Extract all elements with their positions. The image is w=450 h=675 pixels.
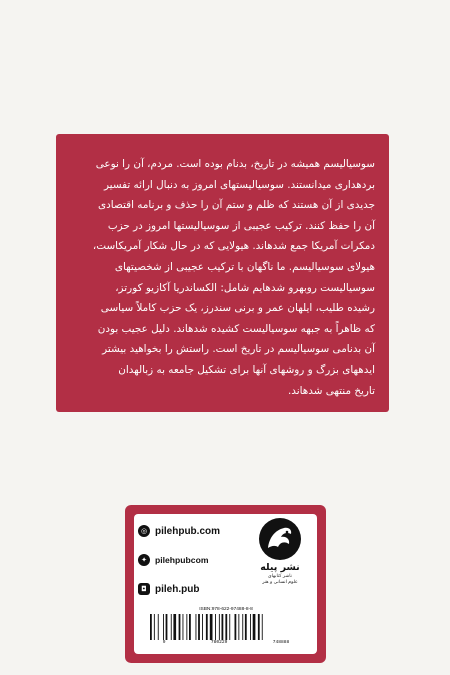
barcode-digit-first: 9 — [162, 640, 166, 645]
blurb-line: جدیدی از آن هستند که ظلم و ستم آن را حذف و برنامه اقتصادی — [98, 199, 375, 212]
barcode — [140, 607, 312, 651]
blurb-line: سوسیالیست روبهرو شدهایم شامل: الکساندریا آکازیو کورتز، — [115, 281, 375, 294]
instagram-handle: pileh.pub — [155, 583, 200, 595]
website-link[interactable] — [134, 520, 246, 542]
barcode-digits-right: 748888 — [272, 640, 290, 645]
twitter-link[interactable] — [134, 549, 246, 571]
blurb-line: سوسیالیسم همیشه در تاریخ، بدنام بوده است. مردم، آن را نوعی — [95, 158, 375, 170]
blurb-text — [70, 154, 375, 401]
twitter-handle: pilehpubcom — [155, 555, 209, 565]
blurb-line: دمکرات آمریکا جمع شدهاند. هیولایی که در حال شکار آمریکاست، — [92, 240, 375, 253]
publisher-card — [134, 514, 317, 654]
barcode-digits — [140, 640, 312, 645]
blurb-line: آن را حفظ کنند. ترکیب عجیبی از سوسیالیستها امروز در حزب — [107, 219, 375, 232]
web-icon: ◎ — [138, 525, 150, 537]
barcode-bars — [148, 614, 304, 640]
social-links — [134, 520, 246, 607]
instagram-link[interactable] — [134, 578, 246, 600]
barcode-digits-left: 780229 — [210, 640, 228, 645]
isbn-text: ISBN:978-622-97488-8-8 — [199, 607, 253, 612]
publisher-panel — [125, 505, 326, 663]
blurb-line: آن بدنامی سوسیالیسم در تاریخ است. راستش را بخواهید بیشتر — [102, 343, 375, 356]
blurb-line: که ظاهراً به جبهه سوسیالیست کشیده شدهاند. دلیل عجیب بودن — [97, 322, 375, 335]
logo-emblem — [259, 518, 301, 560]
blurb-line: تاریخ منتهی شدهاند. — [287, 384, 375, 397]
publisher-logo — [248, 518, 312, 604]
blurb-panel — [56, 134, 389, 412]
publisher-name: نشر پیله — [260, 562, 300, 573]
publisher-tagline-1: ناشر کتابهای — [268, 574, 292, 579]
blurb-line: رشیده طلیب، ایلهان عمر و برنی سندرز، یک حزب کاملاً سیاسی — [100, 302, 375, 315]
website-text: pilehpub.com — [155, 525, 220, 537]
instagram-icon: ◘ — [138, 583, 150, 595]
blurb-line: ایدههای بزرگ و روشهای آنها برای تشکیل جامعه به زبالهدان — [118, 363, 375, 376]
blurb-line: هیولای سوسیالیسم. ما ناگهان با ترکیب عجیبی از شخصیتهای — [114, 260, 375, 273]
blurb-line: بردهداری میدانستند. سوسیالیستهای امروز به دنبال ارائه تفسیر — [103, 178, 375, 191]
publisher-tagline-2: علوم انسانی و هنر — [262, 580, 298, 585]
twitter-icon: ✦ — [138, 554, 150, 566]
